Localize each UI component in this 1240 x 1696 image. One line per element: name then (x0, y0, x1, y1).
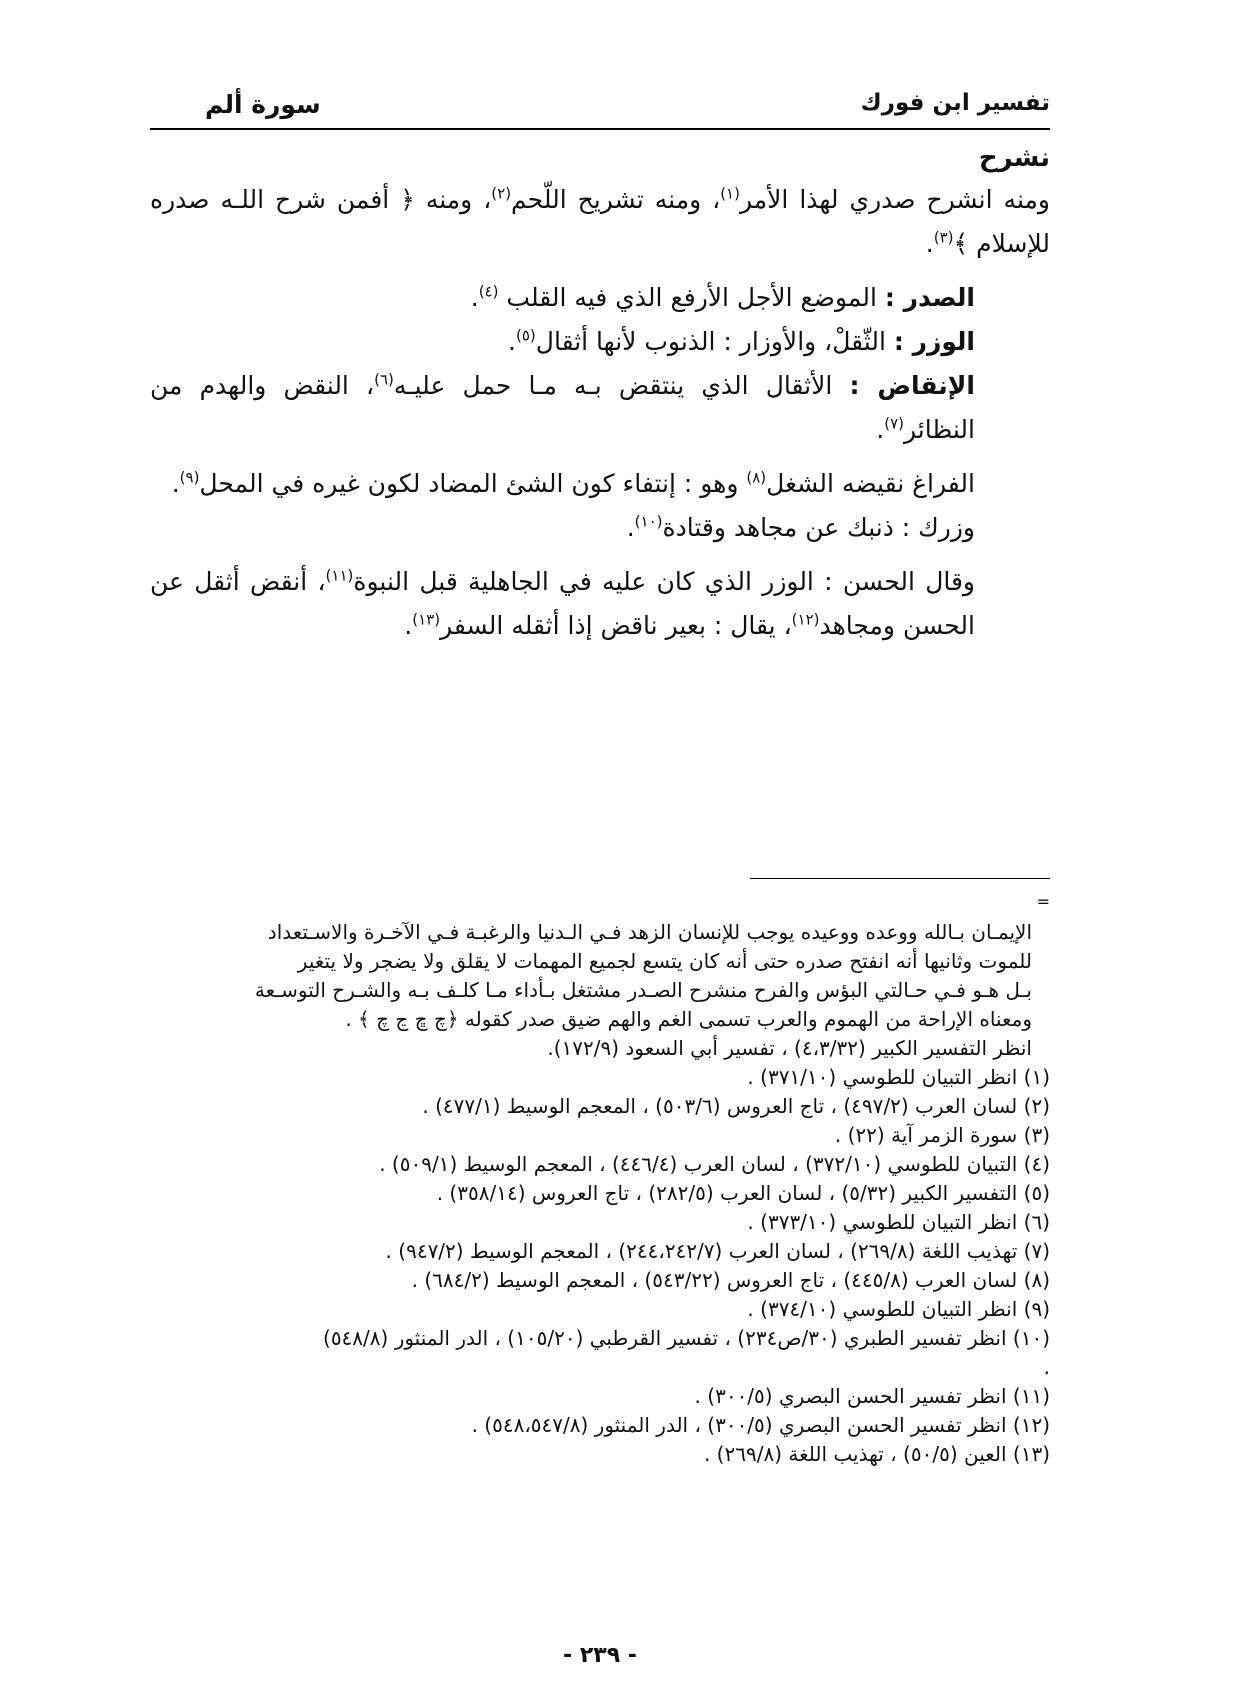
header-rule (150, 128, 1050, 130)
term-wizr: الوزر : (893, 327, 975, 356)
footnote-separator (750, 878, 1050, 879)
footnote-item: (٧) تهذيب اللغة (٢٦٩/٨) ، لسان العرب (٢٤٤،٢٤٢/٧) ، المعجم الوسيط (٩٤٧/٢) . (385, 1239, 1050, 1263)
footnote-item-continuation: . (1043, 1355, 1050, 1379)
paragraph-sadr (150, 276, 1050, 320)
footnote-ref: (٤) (478, 282, 499, 301)
footnote-item: (٢) لسان العرب (٤٩٧/٢) ، تاج العروس (٥٠٣/٦) ، المعجم الوسيط (٤٧٧/١) . (422, 1094, 1050, 1118)
surah-name: سورة ألم (205, 90, 321, 119)
book-page (150, 0, 1050, 1696)
footnote-ref: (١) (720, 184, 740, 203)
paragraph-hasan: وقال الحسن : الوزر الذي كان عليه في الجاهلية قبل النبوة$^{(١١)}$، أنقض أثقل عن الحسن ومجاهد$^{(١٢)}$، يقال : بعير ناقض إذا أثقله السفر$^{(١٣)}$. (150, 566, 975, 640)
paragraph-wizr (150, 320, 1050, 364)
footnote-item: (١٢) انظر تفسير الحسن البصري (٣٠٠/٥) ، الدر المنثور (٥٤٨،٥٤٧/٨) . (471, 1413, 1050, 1437)
footnote-ref: (٦) (374, 370, 394, 389)
footnote-item: (١٠) انظر تفسير الطبري (٣٠/ص٢٣٤) ، تفسير القرطبي (١٠٥/٢٠) ، الدر المنثور (٥٤٨/٨) (323, 1326, 1050, 1350)
footnotes (150, 918, 1050, 1469)
page-number: - ٢٣٩ - (563, 1643, 637, 1668)
footnote-line: الإيمـان بـالله ووعده ووعيده يوجب للإنسان الزهد فـي الـدنيا والرغبـة فـي الآخـرة والاسـتعداد (267, 920, 1032, 944)
footnote-item: (٨) لسان العرب (٤٤٥/٨) ، تاج العروس (٥٤٣/٢٢) ، المعجم الوسيط (٦٨٤/٢) . (411, 1268, 1050, 1292)
definition-inqad: الأثقال الذي ينتقض بـه مـا حمل عليـه$^{(٦)}$، النقض والهدم من النظائر$^{(٧)}$. (150, 370, 975, 444)
definition-wizr: الثّقلْ، والأوزار : الذنوب لأنها أثقال$^{(٥)}$. (508, 326, 894, 356)
term-sadr: الصدر : (884, 283, 975, 312)
footnote-list (150, 1063, 1050, 1469)
footnote-ref: (١٣) (412, 610, 441, 629)
section-title: نشرح (978, 143, 1050, 173)
footnote-line: ومعناه الإراحة من الهموم والعرب تسمى الغم والهم ضيق صدر كقوله ﴿چ ڇ ڃ چ ﴾ . (345, 1007, 1032, 1031)
footnote-item: (٣) سورة الزمر آية (٢٢) . (834, 1123, 1050, 1147)
footnote-item: (١) انظر التبيان للطوسي (٣٧١/١٠) . (747, 1065, 1050, 1089)
footnote-continuation (150, 918, 1050, 1063)
footnote-item: (٤) التبيان للطوسي (٣٧٢/١٠) ، لسان العرب (٤٤٦/٤) ، المعجم الوسيط (٥٠٩/١) . (379, 1152, 1050, 1176)
footnote-ref: (١٢) (791, 610, 820, 629)
book-title: تفسير ابن فورك (860, 90, 1050, 116)
paragraph-1: ومنه انشرح صدري لهذا الأمر$^{(١)}$، ومنه تشريح اللّحم$^{(٢)}$، ومنه ﴿ أفمن شرح اللـه صدره للإسلام ﴾$^{(٣)}$. (150, 184, 1050, 258)
footnote-ref: (٧) (884, 414, 905, 433)
footnote-item: (١٣) العين (٥٠/٥) ، تهذيب اللغة (٢٦٩/٨) . (703, 1442, 1050, 1466)
footnote-item: (٥) التفسير الكبير (٥/٣٢) ، لسان العرب (٢٨٢/٥) ، تاج العروس (٣٥٨/١٤) . (436, 1181, 1050, 1205)
footnote-ref: (٩) (179, 468, 200, 487)
footnote-line: للموت وثانيها أنه انفتح صدره حتى أنه كان يتسع لجميع المهمات لا يقلق ولا يضجر ولا يتغير (297, 949, 1032, 973)
footnote-item: (٦) انظر التبيان للطوسي (٣٧٣/١٠) . (747, 1210, 1050, 1234)
term-inqad: الإنقاض : (849, 371, 975, 400)
definition-sadr: الموضع الأجل الأرفع الذي فيه القلب $^{(٤)}$. (470, 282, 885, 312)
footnote-item: (١١) انظر تفسير الحسن البصري (٣٠٠/٥) . (694, 1384, 1050, 1408)
footnote-ref: (٨) (746, 468, 767, 487)
footnote-line: انظر التفسير الكبير (٤،٣/٣٢) ، تفسير أبي السعود (١٧٢/٩). (547, 1036, 1032, 1060)
footnote-ref: (٥) (516, 326, 536, 345)
footnote-ref: (١١) (325, 566, 354, 585)
footnote-item: (٩) انظر التبيان للطوسي (٣٧٤/١٠) . (747, 1297, 1050, 1321)
paragraph-inqad (150, 364, 1050, 452)
footnote-ref: (١٠) (634, 512, 663, 531)
footnote-ref: (٢) (491, 184, 512, 203)
main-text (150, 138, 1050, 648)
footnote-continuation-mark: = (1036, 892, 1050, 911)
paragraph-wizrak: وزرك : ذنبك عن مجاهد وقتادة$^{(١٠)}$. (626, 512, 975, 542)
footnote-ref: (٣) (933, 228, 954, 247)
footnote-line: بـل هـو فـي حـالتي البؤس والفرح منشرح الصـدر مشتغل بـأداء مـا كلـف بـه والشـرح التوسـعة (254, 978, 1032, 1002)
paragraph-faragh: الفراغ نقيضه الشغل$^{(٨)}$ وهو : إنتفاء كون الشئ المضاد لكون غيره في المحل$^{(٩)}$. (171, 468, 975, 498)
